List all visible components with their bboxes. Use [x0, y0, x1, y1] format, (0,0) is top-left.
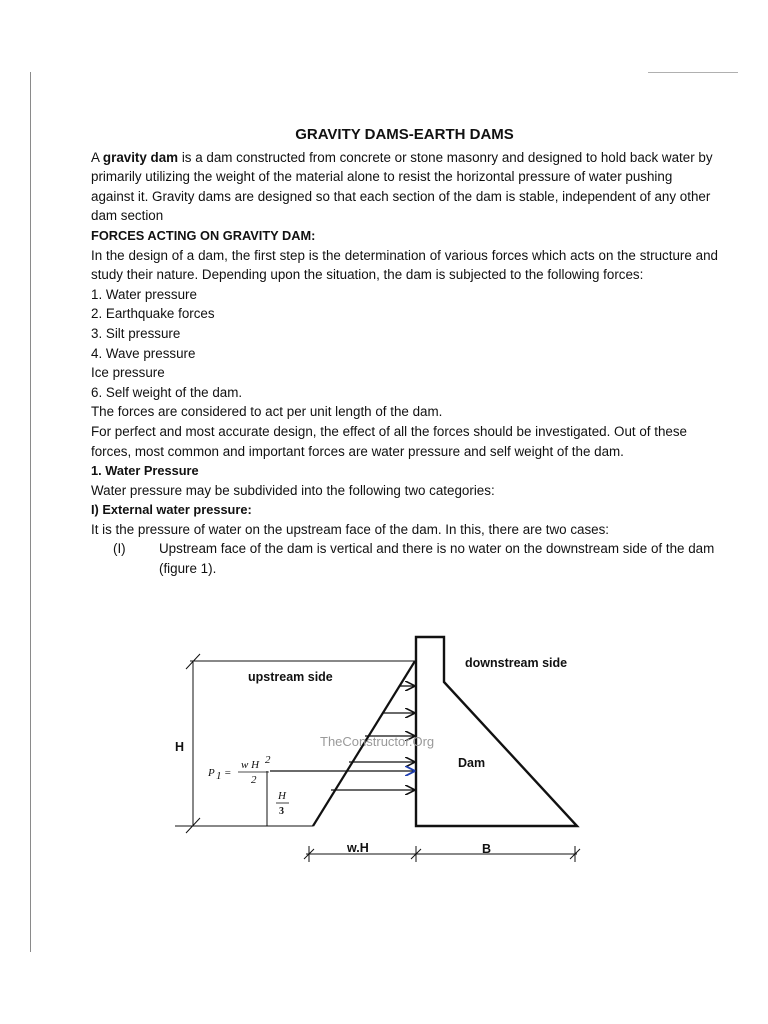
page-title: GRAVITY DAMS-EARTH DAMS [295, 126, 514, 143]
top-rule [648, 72, 738, 73]
pressure-base-label: w.H [347, 841, 369, 855]
forces-intro: In the design of a dam, the first step is the determination of various forces which acts on the structure and study their nature. Depending upon the situation, the dam is subjected to the following forces: [91, 247, 718, 283]
base-width-label: B [482, 842, 492, 856]
intro-text: is a dam constructed from concrete or stone masonry and designed to hold back water by primarily utilizing the weight of the material alone to resist the horizontal pressure of water pushing against it. Gravity dams are designed so that each section of the dam is stable, independent of any other dam section [91, 149, 713, 224]
external-pressure-text: It is the pressure of water on the upstream face of the dam. In this, there are two cases: [91, 521, 610, 537]
height-label: H [175, 740, 185, 754]
force-subscript: 1 [216, 770, 222, 782]
water-pressure-heading: 1. Water Pressure [91, 463, 199, 479]
force-exponent: 2 [265, 754, 271, 766]
unit-length-note: The forces are considered to act per unit length of the dam. [91, 404, 443, 420]
list-item: Ice pressure [91, 365, 165, 381]
force-numerator: w H [241, 759, 260, 771]
water-pressure-text: Water pressure may be subdivided into the following two categories: [91, 482, 495, 498]
intro-term: gravity dam [102, 149, 179, 165]
list-item: 3. Silt pressure [91, 325, 181, 341]
margin-line [30, 72, 31, 952]
dam-label: Dam [458, 756, 486, 770]
dam-diagram [165, 630, 595, 870]
design-note: For perfect and most accurate design, the effect of all the forces should be investigated. Out of these forces, most common and important forces are water pressure and self weight of the dam. [91, 423, 687, 459]
watermark: TheConstructor.Org [320, 734, 435, 749]
case-1-text: Upstream face of the dam is vertical and there is no water on the downstream side of the dam (figure 1). [159, 541, 715, 577]
external-pressure-heading: I) External water pressure: [91, 502, 252, 518]
list-item: 2. Earthquake forces [91, 306, 215, 322]
list-item: 1. Water pressure [91, 286, 197, 302]
intro-prefix: A [91, 149, 103, 165]
force-symbol: P [208, 767, 215, 779]
upstream-side-label: upstream side [248, 670, 333, 684]
lever-numerator: H [278, 790, 286, 802]
force-denominator: 2 [251, 774, 257, 786]
intro-paragraph [91, 148, 718, 226]
forces-heading: FORCES ACTING ON GRAVITY DAM: [91, 227, 316, 243]
forces-list [91, 285, 718, 403]
case-1 [91, 539, 718, 578]
list-item: 4. Wave pressure [91, 345, 196, 361]
lever-arm-label [276, 790, 289, 817]
lever-denominator: 3 [279, 806, 284, 817]
case-1-marker: (I) [113, 541, 126, 557]
downstream-side-label: downstream side [465, 656, 568, 670]
list-item: 6. Self weight of the dam. [91, 384, 243, 400]
force-formula [207, 754, 271, 786]
document-body [91, 125, 718, 579]
equals-sign: = [224, 767, 232, 779]
dam-figure [165, 630, 595, 870]
